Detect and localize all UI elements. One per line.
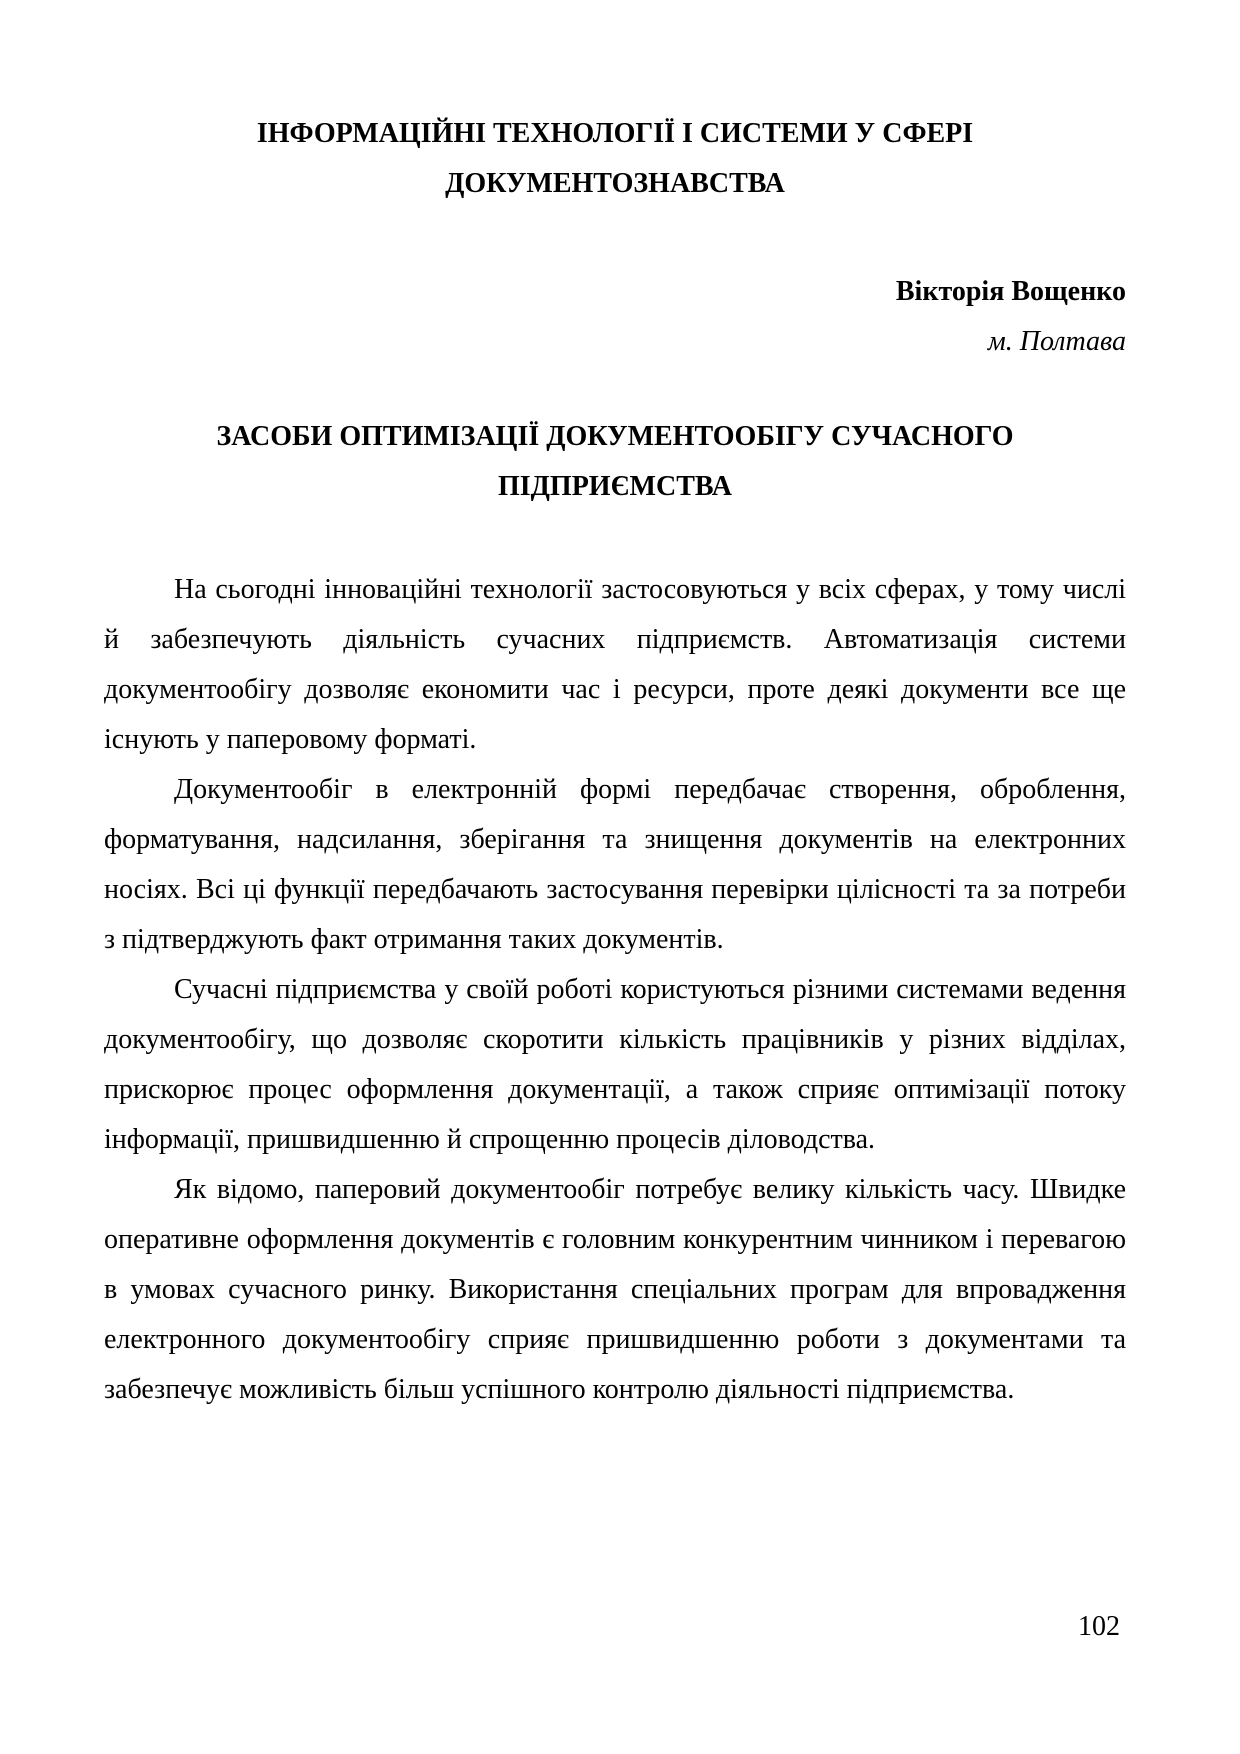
paragraph-4: Як відомо, паперовий документообіг потребує велику кількість часу. Швидке оперативне оформлення документів є головним конкурентним чинником і перевагою в умовах сучасного ринку. Використання спеціальних програм для впровадження електронного документообігу сприяє пришвидшенню роботи з документами та забезпечує можливість більш успішного контролю діяльності підприємства.: [104, 1174, 1126, 1405]
article-title: ЗАСОБИ ОПТИМІЗАЦІЇ ДОКУМЕНТООБІГУ СУЧАСНОГО ПІДПРИЄМСТВА: [216, 421, 1014, 502]
page-number: 102: [1078, 1611, 1120, 1642]
byline: [104, 267, 1126, 367]
section-title: ІНФОРМАЦІЙНІ ТЕХНОЛОГІЇ І СИСТЕМИ У СФЕРІ ДОКУМЕНТОЗНАВСТВА: [256, 118, 974, 199]
paragraph-2: Документообіг в електронній формі передбачає створення, оброблення, форматування, надсилання, зберігання та знищення документів на електронних носіях. Всі ці функції передбачають застосування перевірки цілісності та за потреби з підтверджують факт отримання таких документів.: [104, 774, 1126, 955]
article-body: [104, 565, 1126, 1415]
author-location: м. Полтава: [987, 326, 1126, 357]
author-name: Вікторія Вощенко: [895, 276, 1126, 307]
paragraph-1: На сьогодні інноваційні технології застосовуються у всіх сферах, у тому числі й забезпечують діяльність сучасних підприємств. Автоматизація системи документообігу дозволяє економити час і ресурси, проте деякі документи все ще існують у паперовому форматі.: [104, 574, 1126, 755]
paragraph-3: Сучасні підприємства у своїй роботі користуються різними системами ведення документообігу, що дозволяє скоротити кількість працівників у різних відділах, прискорює процес оформлення документації, а також сприяє оптимізації потоку інформації, пришвидшенню й спрощенню процесів діловодства.: [104, 974, 1126, 1155]
